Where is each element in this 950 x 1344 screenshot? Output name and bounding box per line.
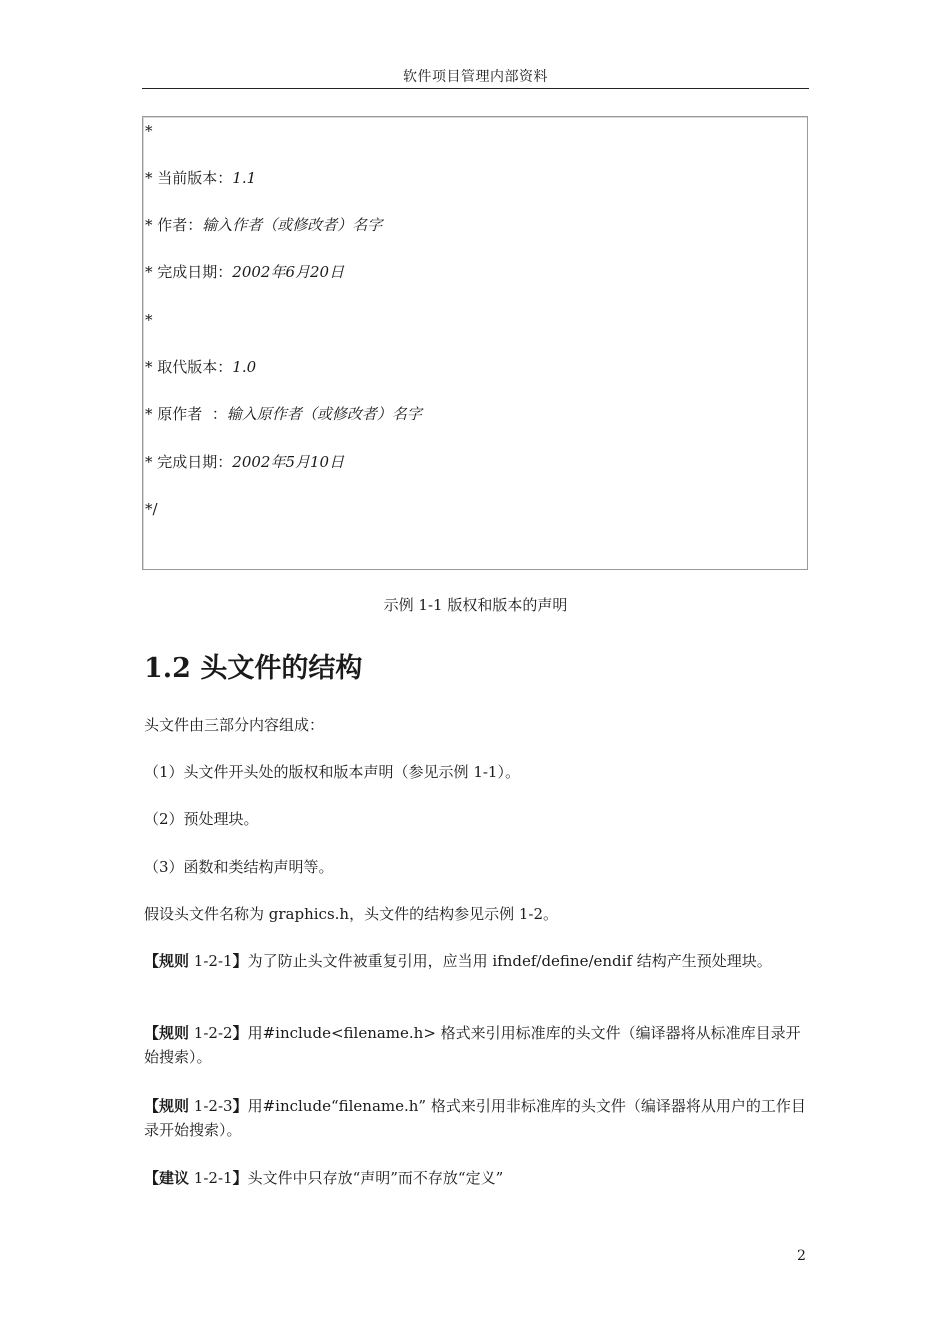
list-item: （3）函数和类结构声明等。 (144, 858, 334, 876)
section-intro: 头文件由三部分内容组成： (144, 716, 325, 734)
code-line: * 取代版本：1.0 (145, 358, 257, 376)
rule-label: 【规则 (144, 1024, 190, 1042)
rule-text: 用#include“filename.h” 格式来引用非标准库的头文件（编译器将从用户的工作目录开始搜索）。 (144, 1097, 806, 1139)
code-line: * (145, 311, 153, 329)
code-line: * 原作者 ：输入原作者（或修改者）名字 (145, 405, 422, 423)
suggestion-label: 【建议 (144, 1169, 190, 1187)
rule-item: 【规则 1-2-2】用#include<filename.h> 格式来引用标准库的头文件（编译器将从标准库目录开始搜索）。 (144, 1024, 801, 1066)
page-header-title: 软件项目管理内部资料 (403, 69, 548, 85)
code-line: * (145, 122, 153, 140)
code-line: * 完成日期：2002年5月10日 (145, 453, 345, 471)
code-line: * 当前版本：1.1 (145, 169, 257, 187)
code-line: * 完成日期：2002年6月20日 (145, 263, 345, 281)
assumption-paragraph: 假设头文件名称为 graphics.h，头文件的结构参见示例 1-2。 (144, 905, 558, 923)
page-number: 2 (797, 1248, 806, 1264)
example-caption: 示例 1-1 版权和版本的声明 (383, 596, 568, 614)
rule-text: 用#include<filename.h> 格式来引用标准库的头文件（编译器将从标准库目录开始搜索）。 (144, 1024, 801, 1066)
rule-id: 1-2-2 (189, 1024, 233, 1042)
rule-item: 【规则 1-2-3】用#include“filename.h” 格式来引用非标准库的头文件（编译器将从用户的工作目录开始搜索）。 (144, 1097, 806, 1139)
list-item: （1）头文件开头处的版权和版本声明（参见示例 1-1）。 (144, 763, 520, 781)
header-divider (142, 88, 809, 89)
section-heading: 1.2 头文件的结构 (144, 653, 363, 684)
rule-text: 为了防止头文件被重复引用，应当用 ifndef/define/endif 结构产生预处理块。 (247, 952, 772, 970)
rule-label: 【规则 (144, 952, 190, 970)
suggestion-item: 【建议 1-2-1】头文件中只存放“声明”而不存放“定义” (144, 1169, 504, 1187)
suggestion-text: 头文件中只存放“声明”而不存放“定义” (247, 1169, 504, 1187)
rule-label: 【规则 (144, 1097, 190, 1115)
rule-id: 1-2-3 (189, 1097, 233, 1115)
list-item: （2）预处理块。 (144, 810, 259, 828)
rule-id: 1-2-1 (189, 952, 233, 970)
code-line: */ (145, 500, 158, 518)
rule-item: 【规则 1-2-1】为了防止头文件被重复引用，应当用 ifndef/define/endif 结构产生预处理块。 (144, 952, 772, 970)
suggestion-id: 1-2-1 (189, 1169, 233, 1187)
code-line: * 作者：输入作者（或修改者）名字 (145, 216, 383, 234)
